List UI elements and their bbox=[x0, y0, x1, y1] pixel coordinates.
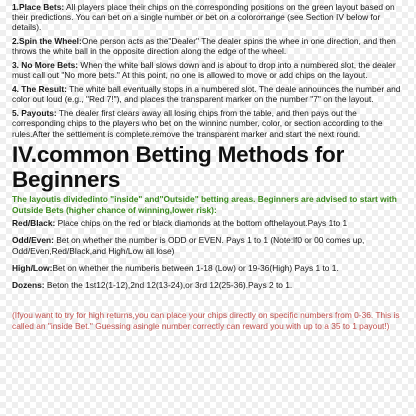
bet-body: Bet on whether the number is ODD or EVEN. Pays 1 to 1 (Note:lf0 or 00 comes up, Odd/Even,Red/Black,and High/Low all lose) bbox=[12, 235, 365, 256]
step-title: 1.Place Bets: bbox=[12, 2, 65, 12]
step-title: 2.Spin the Wheel: bbox=[12, 36, 82, 47]
bet-dozens bbox=[12, 280, 408, 290]
step-body: When the white ball slows down and is about to drop into a numbered slot, the dealer must call out "No more bets." At this point, no one is allowed to move or add chips on the layout. bbox=[12, 60, 396, 81]
rules-page bbox=[12, 2, 408, 339]
bet-body: Beton the 1st12(1-12),2nd 12(13-24),or 3rd 12(25-36).Pays 2 to 1. bbox=[44, 280, 293, 291]
bet-high-low bbox=[12, 263, 408, 273]
outside-bets-list bbox=[12, 218, 408, 290]
step-place-bets bbox=[12, 2, 408, 33]
step-title: 4. The Result: bbox=[12, 84, 67, 95]
step-body: All players place their chips on the corresponding positions on the green layout based on their predictions. You can bet on a single number or bet on a colororrange (see Section IV below for details). bbox=[12, 2, 395, 33]
section-intro: The layoutis dividedinto "inside" and"Outside" betting areas. Beginners are advised to start with Outside Bets (higher chance of winning,lower risk): bbox=[12, 194, 397, 215]
game-steps bbox=[12, 2, 408, 139]
inside-bet-note: (Ifyou want to try for high returns,you can place your chips directly on specific numbers from 0-36. This is called an "inside Bet." Guessing asingle number correctly can reward you with up to a 35 to 1 payout!) bbox=[12, 310, 400, 331]
bet-title: Red/Black: bbox=[12, 218, 56, 228]
step-spin-wheel bbox=[12, 36, 408, 56]
bet-title: High/Low: bbox=[12, 262, 53, 273]
bet-title: Dozens: bbox=[12, 280, 45, 291]
step-body: The white ball eventually stops in a numbered slot. The deale announces the number and color out loud (e.g., "Red 7!"), and places the transparent marker on the number "7" on the layout. bbox=[12, 84, 401, 105]
bet-body: Place chips on the red or black diamonds at the bottom ofthelayout.Pays 1to 1 bbox=[55, 218, 348, 228]
step-result bbox=[12, 84, 408, 104]
bet-odd-even bbox=[12, 235, 408, 256]
step-payouts bbox=[12, 108, 408, 139]
bet-body: Bet on whether the numberis between 1-18 (Low) or 19-36(High) Pays 1 to 1. bbox=[52, 262, 339, 273]
step-body: One person acts as the"Dealer" The dealer spins the whee in one direction, and then throws the white ball in the opposite direction along the edge of the wheel. bbox=[12, 36, 396, 57]
step-no-more-bets bbox=[12, 60, 408, 80]
step-title: 5. Payouts: bbox=[12, 108, 57, 119]
section-heading: IV.common Betting Methods for Beginners bbox=[12, 142, 345, 193]
bet-title: Odd/Even: bbox=[12, 235, 54, 246]
step-title: 3. No More Bets: bbox=[12, 60, 79, 71]
step-body: The dealer first clears away all losing chips from the table, and then pays out the corresponding chips to the players who bet on the winninc number, color, or section according to the rules.After the settlement is complete.remove the transparent marker and start the next round. bbox=[12, 108, 383, 139]
bet-red-black bbox=[12, 218, 408, 228]
